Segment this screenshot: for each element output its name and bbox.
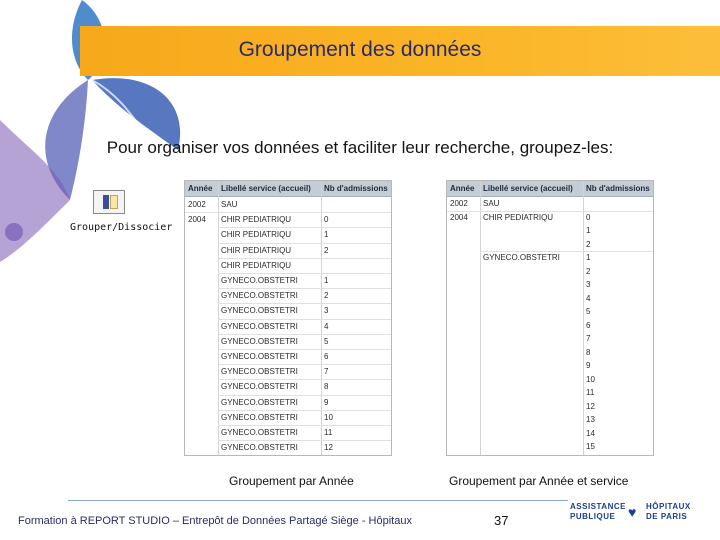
column-header: Libellé service (accueil) bbox=[483, 184, 573, 193]
column-header: Année bbox=[450, 184, 475, 193]
table-cell bbox=[185, 334, 218, 349]
column-header: Nb d'admissions bbox=[586, 184, 650, 193]
table-cell bbox=[185, 303, 218, 318]
page-number: 37 bbox=[494, 513, 509, 528]
table-cell bbox=[321, 258, 393, 273]
table-cell: 11 bbox=[324, 428, 333, 437]
logo-text: DE PARIS bbox=[646, 512, 688, 521]
table-cell: GYNECO.OBSTETRI bbox=[483, 253, 560, 262]
footer-text: Formation à REPORT STUDIO – Entrepôt de Données Partagé Siège - Hôpitaux bbox=[18, 515, 412, 527]
table-cell: 2 bbox=[586, 239, 591, 249]
row-divider bbox=[218, 410, 391, 411]
row-divider bbox=[218, 258, 391, 259]
table-cell: GYNECO.OBSTETRI bbox=[221, 276, 298, 285]
row-divider bbox=[218, 288, 391, 289]
table-cell bbox=[185, 349, 218, 364]
table-cell: 2 bbox=[586, 266, 591, 276]
table-cell: CHIR PEDIATRIQU bbox=[221, 260, 292, 270]
table-cell: GYNECO.OBSTETRI bbox=[221, 412, 298, 422]
table-cell bbox=[185, 440, 218, 455]
table-cell: GYNECO.OBSTETRI bbox=[221, 367, 298, 377]
table-cell: 2 bbox=[324, 245, 329, 255]
column-header: Libellé service (accueil) bbox=[221, 184, 311, 193]
table-cell bbox=[480, 359, 583, 373]
table-cell: GYNECO.OBSTETRI bbox=[221, 306, 298, 316]
group-ungroup-icon[interactable] bbox=[93, 190, 125, 214]
table-cell bbox=[185, 379, 218, 394]
table-cell: 12 bbox=[586, 401, 595, 411]
table-cell bbox=[447, 386, 480, 400]
group-ungroup-label: Grouper/Dissocier bbox=[70, 222, 173, 233]
row-divider bbox=[218, 212, 391, 213]
table-cell bbox=[185, 319, 218, 334]
footer-divider bbox=[68, 500, 568, 501]
row-divider bbox=[480, 211, 653, 212]
table-cell bbox=[185, 395, 218, 410]
table-cell: CHIR PEDIATRIQU bbox=[221, 215, 292, 225]
table-cell: 13 bbox=[586, 415, 595, 424]
table-cell bbox=[447, 440, 480, 454]
table-cell bbox=[480, 440, 583, 454]
table-cell bbox=[480, 278, 583, 292]
table-cell: CHIR PEDIATRIQU bbox=[221, 245, 292, 255]
table-cell: CHIR PEDIATRIQU bbox=[221, 230, 292, 240]
table-cell bbox=[480, 373, 583, 387]
row-divider bbox=[218, 303, 391, 304]
table-cell: 3 bbox=[586, 280, 591, 289]
column-header: Nb d'admissions bbox=[324, 184, 388, 193]
table-cell: 8 bbox=[586, 347, 591, 357]
row-divider bbox=[218, 379, 391, 380]
logo-text: PUBLIQUE bbox=[570, 512, 616, 521]
table-cell bbox=[447, 413, 480, 427]
table-cell: SAU bbox=[483, 199, 500, 208]
table-cell bbox=[447, 400, 480, 414]
table-cell bbox=[447, 292, 480, 306]
table-cell bbox=[480, 332, 583, 346]
table-cell: 6 bbox=[586, 320, 591, 330]
table-cell bbox=[480, 265, 583, 279]
table-cell: 2002 bbox=[188, 200, 206, 209]
table-cell bbox=[480, 305, 583, 319]
table-cell bbox=[480, 427, 583, 441]
table-cell bbox=[480, 346, 583, 360]
table-cell bbox=[583, 197, 655, 211]
column-icon-part bbox=[110, 195, 118, 209]
table-cell bbox=[321, 197, 393, 212]
table-cell: 2004 bbox=[188, 215, 206, 225]
row-divider bbox=[447, 211, 480, 212]
table-cell: 0 bbox=[586, 212, 591, 222]
table-cell: GYNECO.OBSTETRI bbox=[221, 321, 298, 331]
table-cell: 1 bbox=[324, 276, 329, 285]
row-divider bbox=[218, 273, 391, 274]
row-divider bbox=[218, 349, 391, 350]
table-cell bbox=[185, 410, 218, 425]
table-cell: GYNECO.OBSTETRI bbox=[221, 291, 298, 301]
table-cell: 4 bbox=[324, 321, 329, 331]
table-cell: 5 bbox=[324, 336, 329, 346]
table-cell bbox=[480, 319, 583, 333]
row-divider bbox=[218, 364, 391, 365]
table-cell bbox=[480, 292, 583, 306]
table-cell: GYNECO.OBSTETRI bbox=[221, 397, 298, 407]
logo-text: ASSISTANCE bbox=[570, 502, 626, 511]
table-cell bbox=[480, 413, 583, 427]
table-cell bbox=[447, 427, 480, 441]
table-cell: CHIR PEDIATRIQU bbox=[483, 212, 554, 222]
table-cell: 14 bbox=[586, 428, 595, 438]
table-cell bbox=[447, 278, 480, 292]
table-cell: GYNECO.OBSTETRI bbox=[221, 443, 298, 453]
table-cell: 2002 bbox=[450, 199, 468, 208]
row-divider bbox=[218, 319, 391, 320]
logo-text: HÔPITAUX bbox=[646, 502, 691, 511]
table-cell bbox=[185, 227, 218, 242]
table-cell: 15 bbox=[586, 442, 595, 451]
caption-grouped-by-year-service: Groupement par Année et service bbox=[449, 474, 629, 488]
table-cell: 3 bbox=[324, 306, 329, 316]
heart-icon: ♥ bbox=[628, 504, 637, 520]
table-cell bbox=[447, 346, 480, 360]
row-divider bbox=[218, 395, 391, 396]
table-cell: 9 bbox=[586, 361, 591, 370]
table-cell: SAU bbox=[221, 200, 238, 209]
table-cell: 10 bbox=[324, 412, 333, 422]
table-cell: 2004 bbox=[450, 212, 468, 222]
table-cell: 5 bbox=[586, 307, 591, 316]
row-divider bbox=[218, 425, 391, 426]
table-cell bbox=[447, 373, 480, 387]
row-divider bbox=[480, 251, 653, 252]
table-cell: GYNECO.OBSTETRI bbox=[221, 428, 298, 437]
table-cell: 0 bbox=[324, 215, 329, 225]
table-cell: 1 bbox=[324, 230, 329, 240]
table-cell bbox=[185, 425, 218, 440]
table-cell bbox=[480, 386, 583, 400]
table-cell bbox=[447, 319, 480, 333]
table-cell: 9 bbox=[324, 397, 329, 407]
row-divider bbox=[218, 334, 391, 335]
aphp-logo bbox=[568, 500, 708, 528]
table-cell: GYNECO.OBSTETRI bbox=[221, 382, 298, 392]
table-cell bbox=[480, 224, 583, 238]
table-cell bbox=[447, 265, 480, 279]
slide-subtitle: Pour organiser vos données et faciliter leur recherche, groupez-les: bbox=[106, 138, 614, 157]
table-cell bbox=[185, 258, 218, 273]
table-grouped-by-year bbox=[184, 180, 392, 456]
table-cell bbox=[185, 243, 218, 258]
table-cell: GYNECO.OBSTETRI bbox=[221, 336, 298, 346]
table-cell bbox=[480, 400, 583, 414]
table-cell: 2 bbox=[324, 291, 329, 301]
table-cell bbox=[185, 288, 218, 303]
column-header: Année bbox=[188, 184, 213, 193]
table-cell bbox=[447, 359, 480, 373]
table-cell: 8 bbox=[324, 382, 329, 392]
table-cell: 6 bbox=[324, 352, 329, 361]
table-cell: 11 bbox=[586, 388, 595, 397]
table-cell: 12 bbox=[324, 443, 333, 453]
table-cell bbox=[447, 238, 480, 252]
table-cell: GYNECO.OBSTETRI bbox=[221, 352, 298, 361]
table-cell: 7 bbox=[324, 367, 329, 377]
table-cell bbox=[185, 273, 218, 288]
table-cell bbox=[447, 224, 480, 238]
table-cell: 7 bbox=[586, 334, 591, 343]
caption-grouped-by-year: Groupement par Année bbox=[229, 474, 354, 488]
table-grouped-by-year-service bbox=[446, 180, 654, 456]
row-divider bbox=[218, 440, 391, 441]
table-cell bbox=[480, 238, 583, 252]
slide-title: Groupement des données bbox=[238, 38, 482, 61]
table-cell bbox=[185, 364, 218, 379]
table-cell: 1 bbox=[586, 226, 591, 235]
row-divider bbox=[185, 212, 218, 213]
column-icon-part bbox=[103, 195, 109, 209]
table-cell: 10 bbox=[586, 374, 595, 384]
table-cell bbox=[447, 332, 480, 346]
row-divider bbox=[218, 227, 391, 228]
table-cell: 4 bbox=[586, 293, 591, 303]
table-cell bbox=[447, 305, 480, 319]
table-cell: 1 bbox=[586, 253, 591, 262]
row-divider bbox=[218, 243, 391, 244]
table-cell bbox=[447, 251, 480, 265]
